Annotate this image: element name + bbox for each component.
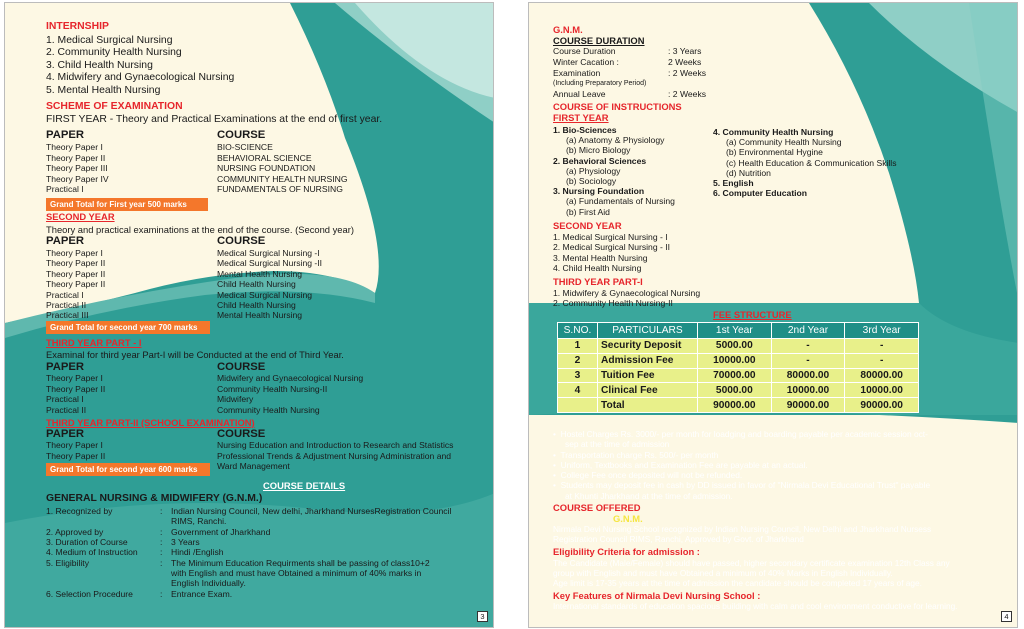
course-item: Professional Trends & Adjustment Nursing Administration and	[217, 450, 452, 461]
course-header: COURSE	[217, 235, 266, 247]
subject-item: (a) Community Health Nursing	[726, 137, 842, 148]
second-year-title: SECOND YEAR	[46, 211, 115, 222]
paper-header: PAPER	[46, 361, 85, 373]
table-cell: 10000.00	[771, 383, 845, 398]
course-item: Midwifery and Gynaecological Nursing	[217, 373, 364, 383]
subject-item: (a) Fundamentals of Nursing	[566, 196, 675, 207]
third-year-part1-courses	[217, 373, 363, 415]
table-row	[558, 353, 919, 368]
table-cell: 2	[558, 353, 598, 368]
table-cell: 90000.00	[698, 398, 772, 413]
paper-item: Theory Paper IV	[46, 173, 109, 184]
first-year-title: FIRST YEAR	[553, 112, 609, 123]
list-item: 1. Medical Surgical Nursing	[46, 35, 173, 46]
detail-label: 3. Duration of Course	[46, 537, 128, 547]
text-line: group with English and must have Obtained a minimum of 40% Marks in English Individually.	[553, 568, 893, 579]
note-item-continued: sep at the time of admission	[565, 439, 670, 450]
second-year-intro: Theory and practical examinations at the end of the course. (Second year)	[46, 224, 354, 235]
table-row	[558, 368, 919, 383]
table-cell: 10000.00	[845, 383, 919, 398]
paper-item: Practical II	[46, 300, 87, 311]
course-item: Mental Health Nursing	[217, 310, 303, 321]
list-item: 3. Mental Health Nursing	[553, 252, 648, 263]
duration-label: Course Duration	[553, 46, 616, 56]
column-header: 2nd Year	[771, 323, 845, 339]
table-row	[558, 383, 919, 398]
list-item: 3. Child Health Nursing	[46, 59, 153, 71]
detail-value: Entrance Exam.	[171, 589, 233, 599]
paper-item: Practical I	[46, 184, 84, 195]
page-3	[4, 2, 494, 628]
course-item: Nursing Education and Introduction to Research and Statistics	[217, 440, 454, 450]
text-line: Age limit is 17-35 years at the time of admission the candidate should be completed 17 years of age.	[553, 578, 922, 589]
subject-heading: 1. Bio-Sciences	[553, 125, 617, 135]
subject-heading: 6. Computer Education	[713, 188, 808, 199]
course-header: COURSE	[217, 428, 266, 440]
table-cell: 4	[558, 383, 598, 398]
text-line: The Candidate (Male/Female) should have passed, higher secondary certificate examination 12th Class any	[553, 558, 950, 568]
paper-item: Theory Paper II	[46, 258, 106, 269]
gnm-subtitle: GENERAL NURSING & MIDWIFERY (G.N.M.)	[46, 493, 263, 504]
table-cell: 80000.00	[771, 368, 845, 383]
table-cell: Admission Fee	[598, 353, 698, 368]
detail-value: Government of Jharkhand	[171, 527, 271, 537]
paper-item: Practical I	[46, 394, 84, 405]
subject-heading: 3. Nursing Foundation	[553, 186, 645, 197]
note-item: • Uniform, Textbooks and Examination Fee are payable at an actual.	[553, 459, 808, 470]
instructions-left	[553, 125, 675, 217]
duration-label: Examination	[553, 68, 601, 78]
page-number: 4	[1001, 611, 1012, 622]
text-line: Nirmala Devi Nursing School recognized by Indian Nursing Council, New Delhi and Jharkhand Nursess	[553, 524, 932, 534]
features-title: Key Features of Nirmala Devi Nursing School :	[553, 590, 761, 601]
subject-item: (b) Micro Biology	[566, 145, 631, 156]
duration-value: : 3 Years	[668, 46, 702, 56]
subject-item: (b) First Aid	[566, 206, 610, 217]
note-item: • Students may deposit fee in cash by DD issued in favor of "Nirmala Devi Educational Trust" payable	[553, 480, 931, 491]
paper-item: Theory Paper I	[46, 248, 103, 258]
table-cell: Security Deposit	[598, 339, 698, 354]
note-item: • Hostel Charges Rs. 3000/- per month for loadging and boarding payable per academic session oct-	[553, 429, 928, 439]
course-item: Medical Surgical Nursing	[217, 289, 313, 300]
detail-value: The Minimum Education Requirments shall be passing of class10+2	[171, 558, 430, 568]
third-year-total-badge: Grand Total for second year 600 marks	[46, 463, 210, 476]
paper-header: PAPER	[46, 428, 85, 440]
eligibility-text	[553, 558, 950, 589]
page-number: 3	[477, 611, 488, 622]
fee-notes	[553, 429, 930, 501]
third-year-part2-title: THIRD YEAR PART-II (SCHOOL EXAMINATION)	[46, 417, 255, 428]
offered-text	[553, 524, 931, 544]
list-item: 4. Midwifery and Gynaecological Nursing	[46, 72, 235, 84]
detail-label: 6. Selection Procedure	[46, 589, 133, 599]
detail-value: Hindi /English	[171, 547, 224, 557]
detail-label: 1. Recognized by	[46, 506, 113, 516]
third-year-part1-papers	[46, 373, 105, 415]
second-year-list	[553, 232, 670, 274]
colon: :	[160, 558, 163, 568]
scheme-title: SCHEME OF EXAMINATION	[46, 101, 183, 112]
course-details-title: COURSE DETAILS	[263, 480, 346, 491]
table-cell: -	[845, 339, 919, 354]
paper-item: Practical I	[46, 289, 84, 300]
course-item: BIO-SCIENCE	[217, 142, 273, 152]
list-item: 5. Mental Health Nursing	[46, 84, 161, 96]
internship-list	[46, 35, 234, 97]
list-item: 1. Midwifery & Gynaecological Nursing	[553, 288, 701, 298]
second-year-courses	[217, 248, 322, 321]
table-cell: Total	[598, 398, 698, 413]
first-year-papers	[46, 142, 109, 195]
table-cell: Clinical Fee	[598, 383, 698, 398]
detail-value: with English and must have Obtained a minimum of 40% marks in	[171, 568, 422, 578]
course-header: COURSE	[217, 129, 266, 141]
third-year-part1-intro: Examinal for third year Part-I will be Conducted at the end of Third Year.	[46, 349, 344, 360]
course-item: NURSING FOUNDATION	[217, 163, 316, 174]
fee-structure-title: FEE STRUCTURE	[713, 309, 792, 320]
duration-value: 2 Weeks	[668, 57, 702, 67]
column-header: 3rd Year	[845, 323, 919, 339]
subject-item: (d) Nutrition	[726, 167, 771, 178]
third-year-title: THIRD YEAR PART-I	[553, 276, 643, 287]
subject-heading: 4. Community Health Nursing	[713, 127, 834, 137]
detail-value: 3 Years	[171, 537, 200, 547]
detail-label: 5. Eligibility	[46, 558, 89, 568]
course-item: Medical Surgical Nursing -II	[217, 258, 323, 269]
paper-item: Theory Paper I	[46, 142, 103, 152]
list-item: 4. Child Health Nursing	[553, 263, 642, 274]
duration-label: Annual Leave	[553, 89, 606, 99]
note-item-continued: at Khunti Jharkhand at the time of admission.	[565, 490, 733, 501]
table-cell: 80000.00	[845, 368, 919, 383]
second-year-title: SECOND YEAR	[553, 220, 622, 231]
detail-value: Indian Nursing Council, New delhi, Jharkhand NursesRegistration Council	[171, 506, 452, 516]
paper-header: PAPER	[46, 129, 85, 141]
course-item: BEHAVIORAL SCIENCE	[217, 152, 312, 163]
paper-item: Theory Paper II	[46, 268, 106, 279]
third-year-part2-courses	[217, 440, 453, 472]
table-cell: -	[845, 353, 919, 368]
offered-gnm: G.N.M.	[613, 513, 643, 524]
paper-item: Practical II	[46, 404, 87, 415]
course-item: Medical Surgical Nursing -I	[217, 248, 320, 258]
table-cell: 70000.00	[698, 368, 772, 383]
table-total-row	[558, 398, 919, 413]
duration-value: : 2 Weeks	[668, 68, 707, 78]
table-cell	[558, 398, 598, 413]
subject-item: (a) Anatomy & Physiology	[566, 135, 665, 146]
paper-item: Practical III	[46, 310, 89, 321]
duration-value: : 2 Weeks	[668, 89, 707, 99]
table-cell: 90000.00	[771, 398, 845, 413]
note-item: • Transportation charge Rs. 500/- per month	[553, 449, 719, 460]
subject-item: (b) Environmental Hygine	[726, 147, 823, 158]
course-item: Community Health Nursing-II	[217, 383, 328, 394]
second-year-total-badge: Grand Total for second year 700 marks	[46, 321, 210, 334]
text-line: Registration Council RIMS, Ranchi, Approved by Govt. of Jharkhand	[553, 534, 804, 544]
course-offered-title: COURSE OFFERED	[553, 502, 641, 513]
detail-label: 4. Medium of Instruction	[46, 547, 138, 557]
table-cell: 10000.00	[698, 353, 772, 368]
table-cell: 5000.00	[698, 383, 772, 398]
column-header: PARTICULARS	[598, 323, 698, 339]
paper-header: PAPER	[46, 235, 85, 247]
paper-item: Theory Paper II	[46, 152, 106, 163]
third-year-part2-papers	[46, 440, 105, 461]
eligibility-title: Eligibility Criteria for admission :	[553, 546, 700, 557]
duration-label: Winter Cacation :	[553, 57, 619, 67]
table-cell: 3	[558, 368, 598, 383]
table-cell: Tuition Fee	[598, 368, 698, 383]
paper-item: Theory Paper II	[46, 279, 106, 290]
subject-heading: 2. Behavioral Sciences	[553, 155, 647, 166]
course-item: COMMUNITY HEALTH NURSING	[217, 173, 348, 184]
course-item: Community Health Nursing	[217, 404, 320, 415]
third-year-part1-title: THIRD YEAR PART - I	[46, 337, 142, 348]
table-cell: -	[771, 339, 845, 354]
instructions-right	[713, 127, 897, 198]
colon: :	[160, 547, 163, 557]
detail-label: 2. Approved by	[46, 527, 104, 537]
colon: :	[160, 527, 163, 537]
paper-item: Theory Paper II	[46, 383, 106, 394]
first-year-total-badge: Grand Total for First year 500 marks	[46, 198, 208, 211]
paper-item: Theory Paper III	[46, 163, 108, 174]
column-header: S.NO.	[558, 323, 598, 339]
table-row	[558, 339, 919, 354]
first-year-courses	[217, 142, 348, 195]
subject-item: (c) Health Education & Communication Skills	[726, 157, 897, 168]
table-cell: -	[771, 353, 845, 368]
subject-item: (b) Sociology	[566, 176, 617, 187]
table-header-row	[558, 323, 919, 339]
course-item: Child Health Nursing	[217, 279, 296, 290]
list-item: 2. Medical Surgical Nursing - II	[553, 242, 671, 253]
colon: :	[160, 589, 163, 599]
course-item: Child Health Nursing	[217, 300, 296, 311]
internship-title: INTERNSHIP	[46, 21, 109, 32]
features-text: International standards of education spacious building with calm and cool environment conductive for learning.	[553, 601, 958, 611]
paper-item: Theory Paper I	[46, 440, 103, 450]
list-item: 2. Community Health Nursing-II	[553, 298, 673, 309]
first-year-intro: FIRST YEAR - Theory and Practical Examinations at the end of first year.	[46, 114, 383, 125]
paper-item: Theory Paper II	[46, 450, 106, 461]
detail-value: English Individually.	[171, 578, 246, 588]
detail-value: RIMS, Ranchi.	[171, 516, 227, 526]
second-year-papers	[46, 248, 105, 321]
duration-note: (Including Preparatory Period)	[553, 80, 647, 87]
course-header: COURSE	[217, 361, 266, 373]
instructions-title: COURSE OF INSTRUCTIONS	[553, 101, 682, 112]
table-cell: 1	[558, 339, 598, 354]
list-item: 2. Community Health Nursing	[46, 47, 182, 59]
subject-heading: 5. English	[713, 178, 754, 189]
table-cell: 90000.00	[845, 398, 919, 413]
note-item: • College Fee once deposited will not be refunded.	[553, 470, 743, 481]
course-item: Mental Health Nursing	[217, 268, 303, 279]
column-header: 1st Year	[698, 323, 772, 339]
colon: :	[160, 537, 163, 547]
fee-table	[557, 322, 919, 413]
paper-item: Theory Paper I	[46, 373, 103, 383]
table-cell: 5000.00	[698, 339, 772, 354]
course-item: FUNDAMENTALS OF NURSING	[217, 184, 343, 195]
colon: :	[160, 506, 163, 516]
course-item: Ward Management	[217, 461, 290, 472]
course-duration-title: COURSE DURATION	[553, 35, 645, 46]
subject-item: (a) Physiology	[566, 165, 621, 176]
page-4	[528, 2, 1018, 628]
course-item: Midwifery	[217, 394, 254, 405]
gnm-heading: G.N.M.	[553, 24, 583, 35]
third-year-list	[553, 288, 700, 309]
list-item: 1. Medical Surgical Nursing - I	[553, 232, 668, 242]
